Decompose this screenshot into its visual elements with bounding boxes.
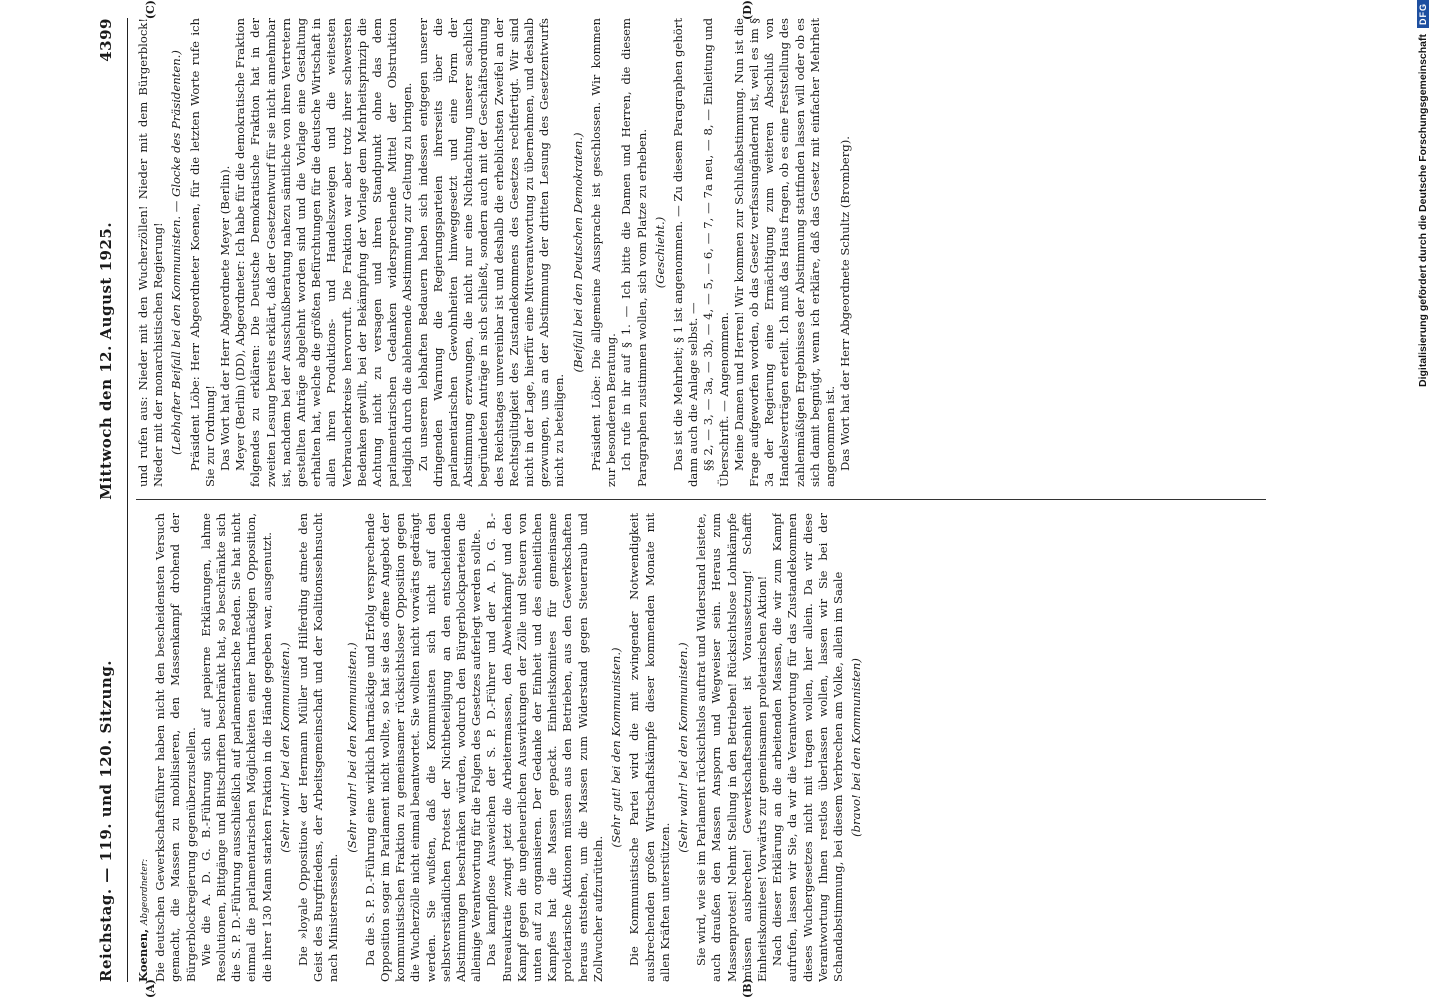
margin-marker-c: (C) [144, 0, 157, 20]
paragraph: Die deutschen Gewerkschaftsführer haben nicht den bescheidensten Versuch gemacht, die Massen zu mobilisieren, den Massenkampf drohend der Bürgerblockregierung gegenüberzustellen. [153, 513, 198, 982]
paragraph: Ich rufe in ihr auf § 1. — Ich bitte die Damen und Herren, die diesem Paragraphen zustimmen wollen, sich vom Platze zu erheben. [619, 18, 649, 487]
margin-marker-b: (B) [741, 978, 754, 998]
running-head [95, 18, 125, 982]
interjection: (Lebhafter Beifall bei den Kommunisten. — Glocke des Präsidenten.) [169, 50, 184, 455]
text-columns [136, 0, 1266, 998]
paragraph: Da die S. P. D.-Führung eine wirklich hartnäckige und Erfolg versprechende Opposition sogar im Parlament nicht wollte, so hat sie das offene Angebot der kommunistischen Fraktion zu gemeinsamer rücksichtsloser Opposition gegen die Wucherzölle nicht einmal beantwortet. Sie wollten nicht vorwärts gedrängt werden. Sie wußten, daß die Kommunisten sich nicht auf den selbstverständlichen Protest der Nichtbeteiligung an den entscheidenden Abstimmungen beschränken würden, wodurch den Bürgerblockparteien die alleinige Verantwortung für die Folgen des Gesetzes auferlegt werden sollte. [362, 513, 484, 982]
left-column [136, 513, 1266, 982]
paragraph: Sie wird, wie sie im Parlament rücksichtslos auftrat und Widerstand leistete, auch draußen den Massen Ansporn und Wegweiser sein. Heraus zum Massenprotest! Nehmt Stellung in den Betrieben! Rücksichtslose Lohnkämpfe müssen ausbrechen! Gewerkschaftseinheit ist Voraussetzung! Schafft Einheitskomitees! Vorwärts zur gemeinsamen proletarischen Aktion! [694, 513, 769, 982]
paragraph: Das ist die Mehrheit; § 1 ist angenommen. — Zu diesem Paragraphen gehört dann auch die Anlage selbst. — [670, 18, 701, 487]
paragraph: Zu unserem lebhaften Bedauern haben sich indessen entgegen unserer dringenden Warnung die Regierungsparteien ihrerseits über die parlamentarischen Gewohnheiten hinweggesetzt und eine Form der Abstimmung erzwungen, die nicht nur eine Nichtachtung unserer sachlich begründeten Anträge in sich schließt, sondern auch mit der Geschäftsordnung des Reichstages unvereinbar ist und deshalb die erheblichsten Zweifel an der Rechtsgültigkeit des Zustandekommens des Gesetzes rechtfertigt. Wir sind nicht in der Lage, hierfür eine Mitverantwortung zu übernehmen, und deshalb gezwungen, uns an der Abstimmung der dritten Lesung des Gesetzentwurfs nicht zu beteiligen. [415, 18, 567, 487]
interjection: (Sehr gut! bei den Kommunisten.) [609, 647, 624, 848]
interjection: (Geschieht.) [652, 216, 667, 289]
paragraph: Das Wort hat der Herr Abgeordnete Meyer (Berlin). [218, 165, 233, 471]
interjection: (bravo! bei den Kommunisten) [849, 658, 864, 837]
page-number: 4399 [97, 18, 115, 62]
header-center: Mittwoch den 12. August 1925. [97, 221, 115, 500]
column-divider [136, 499, 1266, 500]
interjection: (Beifall bei den Deutschen Demokraten.) [570, 132, 585, 373]
paragraph: Präsident Löbe: Herr Abgeordneter Koenen, für die letzten Worte rufe ich Sie zur Ordnung! [187, 18, 217, 487]
paragraph: Die Kommunistische Partei wird die mit zwingender Notwendigkeit ausbrechenden großen Wirtschaftskämpfe dieser kommenden Monate mit allen Kräften unterstützen. [627, 513, 672, 982]
dfg-logo-icon: DFG [1417, 0, 1429, 28]
header-rule [127, 18, 128, 982]
paragraph: und rufen aus: Nieder mit den Wucherzöllen! Nieder mit dem Bürgerblock! Nieder mit der monarchistischen Regierung! [136, 18, 166, 487]
right-column [136, 18, 1266, 487]
paragraph: Das kampflose Ausweichen der S. P. D.-Führer und der A. D. G. B.-Bureaukratie zwingt jetzt die Arbeitermassen, den Abwehrkampf und den Kampf gegen die ungeheuerlichen Auswirkungen der Zölle und Steuern von unten auf zu organisieren. Der Gedanke der Einheit und des einheitlichen Kampfes hat die Massen gepackt. Einheitskomitees für gemeinsame proletarische Aktionen müssen aus den Betrieben, aus den Gewerkschaften heraus entstehen, um die Massen zum Widerstand gegen Steuerraub und Zollwucher aufzurütteln. [484, 513, 605, 982]
paragraph: Präsident Löbe: Die allgemeine Aussprache ist geschlossen. Wir kommen zur besonderen Beratung. [588, 18, 619, 487]
scanned-page [95, 0, 1325, 1000]
paragraph: Wie die A. D. G. B.-Führung sich auf papierne Erklärungen, lahme Resolutionen, Bittgänge und Bittschriften beschränkt hat, so beschränkte sich die S. P. D.-Führung ausschließlich auf parlamentarische Reden. Sie hat nicht einmal die parlamentarischen Möglichkeiten einer hartnäckigen Opposition, die ihrer 130 Mann starken Fraktion in die Hände gegeben war, ausgenutzt. [198, 513, 274, 982]
speaker-heading [136, 513, 153, 982]
paragraph: Das Wort hat der Herr Abgeordnete Schultz (Bromberg). [838, 136, 853, 471]
interjection: (Sehr wahr! bei den Kommunisten.) [344, 642, 359, 853]
header-left: Reichstag. — 119. und 120. Sitzung. [97, 659, 115, 982]
speaker-name: Koenen, [136, 928, 150, 982]
speaker-role: Abgeordneter: [140, 858, 150, 926]
dfg-credit [1413, 0, 1433, 1000]
paragraph: Die »loyale Opposition« der Hermann Müller und Hilferding atmete den Geist des Burgfriedens, der Arbeitsgemeinschaft und der Koalitionssehnsucht nach Ministersesseln. [296, 513, 341, 982]
paragraph: Meyer (Berlin) (DD), Abgeordneter: Ich habe für die demokratische Fraktion folgendes zu erklären: Die Deutsche Demokratische Fraktion hat in der zweiten Lesung bereits erklärt, daß der Gesetzentwurf für sie nicht annehmbar ist, nachdem bei der Ausschußberatung nahezu sämtliche von ihren Vertretern gestellten Anträge abgelehnt worden sind und die Vorlage eine Gestaltung erhalten hat, welche die größten Befürchtungen für die deutsche Wirtschaft in allen ihren Produktions- und Handelszweigen und die weitesten Verbraucherkreise hervorruft. Die Fraktion war aber trotz ihrer schwersten Bedenken gewillt, bei der Bekämpfung der Vorlage dem Mehrheitsprinzip die Achtung nicht zu versagen und ihren Standpunkt ohne das dem parlamentarischen Gedanken widersprechende Mittel der Obstruktion lediglich durch die ablehnende Abstimmung zur Geltung zu bringen. [233, 18, 415, 487]
interjection: (Sehr wahr! bei den Kommunisten.) [675, 642, 690, 853]
paragraph: §§ 2, — 3, — 3a, — 3b, — 4, — 5, — 6, — 7, — 7a neu, — 8, — Einleitung und Überschrift. — Angenommen. [701, 18, 731, 487]
credit-text: Digitalisierung gefördert durch die Deutsche Forschungsgemeinschaft [1417, 34, 1429, 387]
interjection: (Sehr wahr! bei den Kommunisten.) [277, 642, 292, 853]
margin-marker-a: (A) [144, 979, 157, 998]
paragraph: Meine Damen und Herren! Wir kommen zur Schlußabstimmung. Nun ist die Frage aufgeworfen worden, ob das Gesetz verfassungändernd ist, weil es im § 3a der Regierung eine Ermächtigung zum weiteren Abschluß von Handelsverträgen erteilt. Ich muß das Haus fragen, ob es eine Feststellung des zahlenmäßigen Ergebnisses der Abstimmung stattfinden lassen will oder ob es sich damit begnügt, wenn ich erkläre, daß das Gesetz mit einfacher Mehrheit angenommen ist. [731, 18, 837, 487]
margin-marker-d: (D) [741, 0, 754, 20]
paragraph: Nach dieser Erklärung an die arbeitenden Massen, die wir zum Kampf aufrufen, lassen wir Sie, da wir die Verantwortung für das Zustandekommen dieses Wuchergesetzes nicht mit tragen wollen, hier allein. Da wir diese Verantwortung Ihnen restlos überlassen wollen, lassen wir Sie bei der Schandabstimmung, bei diesem Verbrechen am Volke, allein im Saale [770, 513, 845, 982]
